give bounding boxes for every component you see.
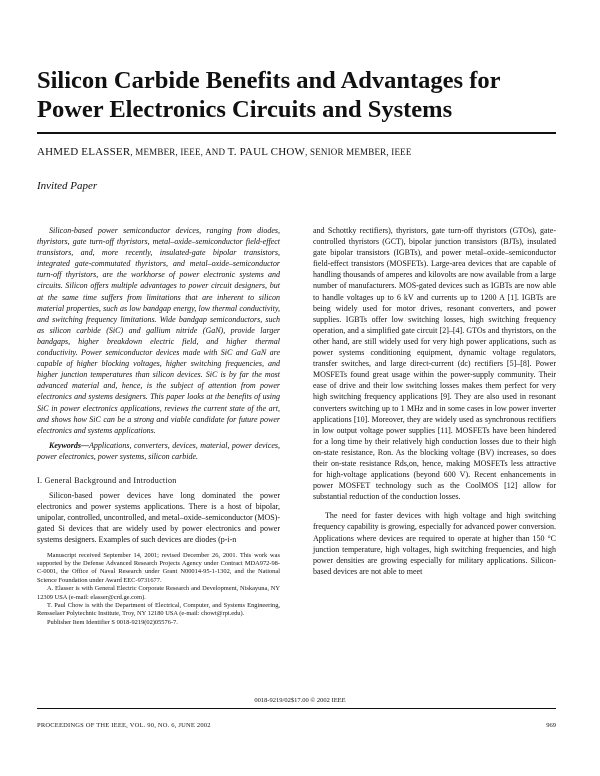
footer-rule: [37, 708, 556, 709]
paper-title: Silicon Carbide Benefits and Advantages for Power Electronics Circuits and Systems: [37, 67, 501, 123]
abstract: Silicon-based power semiconductor devices, ranging from diodes, thyristors, gate turn-off thyristors, metal–oxide–semiconductor field-effect transistors, and, more recently, insulated-gate bipolar transistors, integrated gate-commutated thyristors, and metal–oxide–semiconductor turn-off thyristors, are the workhorse of power electronic systems and circuits. Silicon offers multiple advantages to power circuit designers, but at the same time suffers from limitations that are inherent to silicon material properties, such as low bandgap energy, low thermal conductivity, and switching frequency limitations. Wide bandgap semiconductors, such as silicon carbide (SiC) and gallium nitride (GaN), provide larger bandgaps, higher breakdown electric field, and higher thermal conductivity. Power semiconductor devices made with SiC and GaN are capable of higher blocking voltages, higher switching frequencies, and higher junction temperatures than silicon devices. SiC is by far the most advanced material and, hence, is the subject of attention from power electronics and systems designers. This paper looks at the benefits of using SiC in power electronics applications, reviews the current state of the art, and shows how SiC can be a strong and viable candidate for future power electronics and systems applications.: [37, 226, 280, 435]
footnote-publisher-id: Publisher Item Identifier S 0018-9219(02)05576-7.: [47, 618, 178, 626]
section-heading: I. General Background and Introduction: [37, 475, 177, 485]
title-rule: [37, 132, 556, 134]
author-role-2: , SENIOR MEMBER, IEEE: [305, 147, 412, 157]
author-line: [37, 146, 567, 158]
author-name-2: T. PAUL CHOW: [227, 146, 306, 158]
keywords: [37, 440, 280, 462]
keywords-text: Applications, converters, devices, material, power devices, power electronics, power systems, silicon carbide.: [37, 440, 280, 461]
footnotes: [37, 552, 280, 628]
page-number: 969: [546, 722, 556, 729]
body-paragraph: The need for faster devices with high voltage and high switching frequency capability is growing, especially for advanced power conversion. Applications where devices are required to operate at higher than 150 °C junction temperature, high voltages, high switching frequencies, and high power densities are growing especially for military applications. Silicon-based devices are not able to meet: [313, 511, 556, 576]
keywords-label: Keywords—: [49, 440, 89, 450]
right-column: [313, 225, 556, 577]
footnote-author2: T. Paul Chow is with the Department of Electrical, Computer, and Systems Engineering, Rensselaer Polytechnic Institute, Troy, NY 12180 USA (e-mail: chowt@rpi.edu).: [37, 601, 280, 618]
footnote-author1: A. Elasser is with General Electric Corporate Research and Development, Niskayuna, NY 12309 USA (e-mail: elasser@crd.ge.com).: [37, 585, 280, 601]
footnote-manuscript: Manuscript received September 14, 2001; revised December 26, 2001. This work was supported by the Defense Advanced Research Projects Agency under Contract MDA972-98-C-0001, the Office of Naval Research under Grant N00014-95-1-1302, and the National Science Foundation under Award EEC-9731677.: [37, 551, 280, 584]
author-conjunction: AND: [203, 147, 228, 157]
invited-paper-kicker: Invited Paper: [37, 180, 98, 192]
body-paragraph: Silicon-based power devices have long dominated the power electronics and power systems applications. There is a host of bipolar, unipolar, controlled, uncontrolled, and metal–oxide–semiconductor (MOS)-gated Si devices that are widely used by power electronics and power systems designers. Examples of such devices are diodes (p-i-n: [37, 491, 280, 545]
body-paragraph: and Schottky rectifiers), thyristors, gate turn-off thyristors (GTOs), gate-controlled thyristors (GCT), bipolar junction transistors (BJTs), insulated gate bipolar transistors (IGBTs), and power metal–oxide–semiconductor field-effect transistors (MOSFETs). Large-area devices that are capable of handling thousands of amperes and kilovolts are now available from a large number of manufacturers. MOS-gated devices such as IGBTs are now able to handle voltages up to 6 kV and currents up to 1200 A [1]. IGBTs are being widely used for motor drives, resonant converters, and power supplies. IGBTs offer low switching losses, high switching frequency operation, and a simplified gate circuit [2]–[4]. GTOs and thyristors, on the other hand, are still widely used for very high power applications, such as power systems conditioning equipment, dynamic voltage regulators, transfer switches, and large direct-current (dc) rectifiers [5]–[8]. Power MOSFETs found great usage within the power-supply community. Their ease of drive and their low switching losses makes them perfect for very high switching frequency applications [9]. They are also used in resonant converters switching up to 1 MHz and in some cases in low power inverter applications [10]. Moreover, they are widely used as synchronous rectifiers in low output voltage power supplies [11]. MOSFETs have been hindered for a long time by their relatively high conduction losses due to their high on-state resistance, Ron. As the blocking voltage (BV) increases, so does their on-state resistance Rds,on, hence, making MOSFETs less attractive for high-voltage applications (beyond 600 V). Recent enhancements in power MOSFET technology such as the CoolMOS [12] allow for substantial reduction of the conduction losses.: [313, 226, 556, 502]
journal-citation: PROCEEDINGS OF THE IEEE, VOL. 90, NO. 6, JUNE 2002: [37, 722, 211, 729]
copyright-notice: 0018-9219/02$17.00 © 2002 IEEE: [254, 697, 346, 704]
left-column: [37, 225, 280, 627]
author-role-1: , MEMBER, IEEE,: [130, 147, 204, 157]
author-name-1: AHMED ELASSER: [37, 146, 131, 158]
